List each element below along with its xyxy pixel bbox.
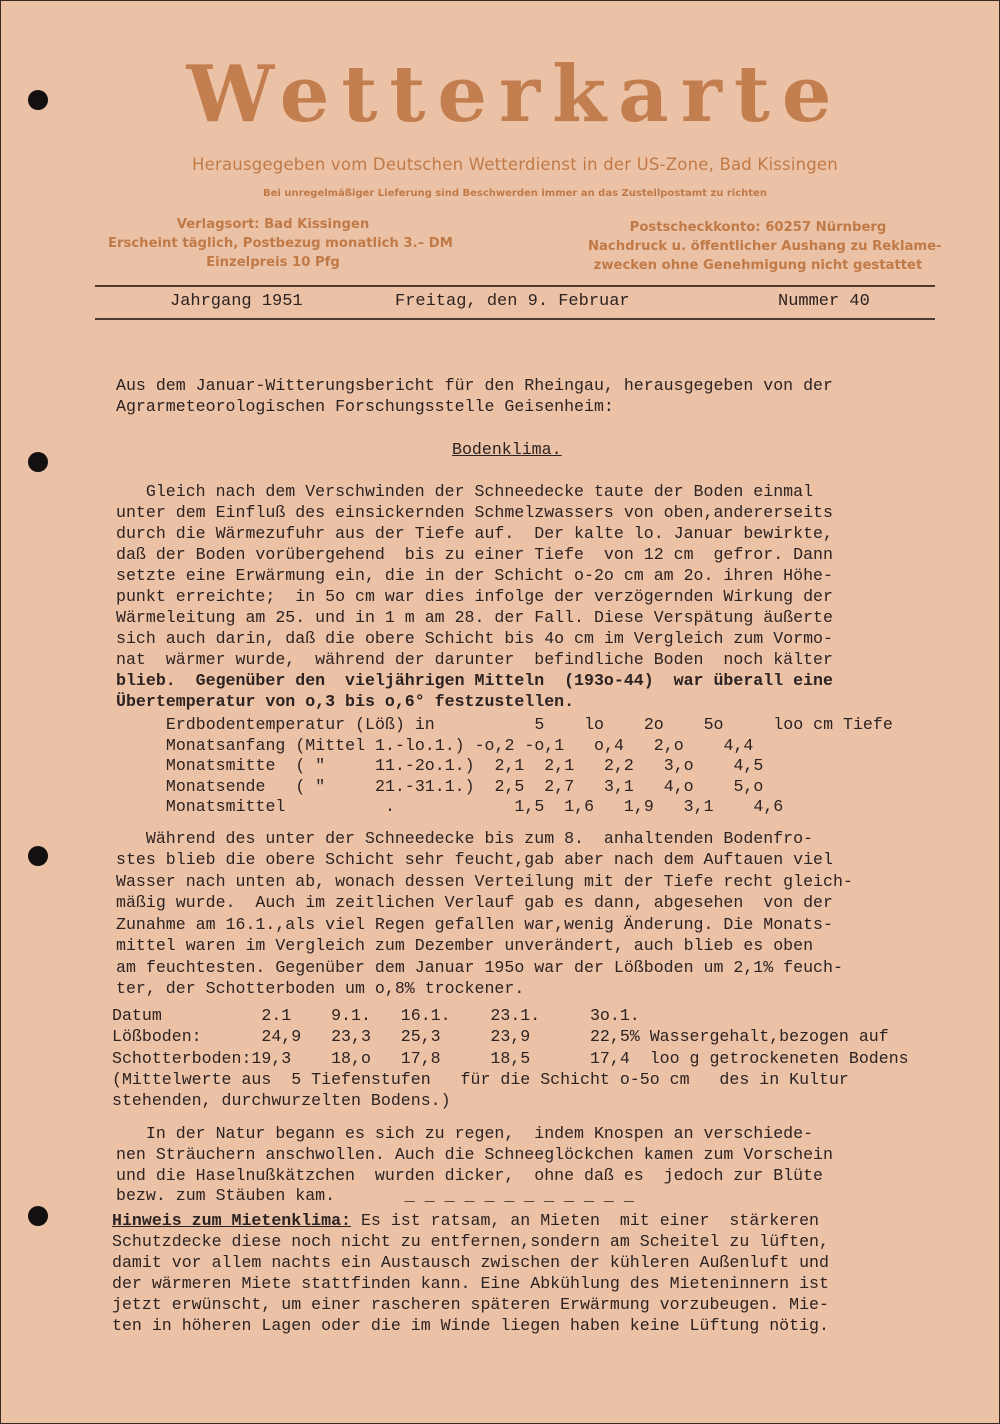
single-price: Einzelpreis 10 Pfg xyxy=(206,255,340,270)
moisture-table-header: Datum 2.1 9.1. 16.1. 23.1. 3o.1. xyxy=(112,1006,640,1025)
masthead-title: Wetterkarte xyxy=(186,49,844,140)
body-line: Wärmeleitung am 25. und in 1 m am 28. der Fall. Diese Verspätung äußerte xyxy=(116,608,833,627)
nature-line: In der Natur begann es sich zu regen, indem Knospen an verschiede- xyxy=(116,1124,814,1143)
body-line: unter dem Einfluß des einsickernden Schmelzwassers von oben,andererseits xyxy=(116,503,833,522)
hint-line: damit vor allem nachts ein Austausch zwischen der kühleren Außenluft und xyxy=(112,1253,829,1272)
body-line: blieb. Gegenüber den vieljährigen Mitteln (193o-44) war überall eine xyxy=(116,671,833,690)
masthead-rule-top xyxy=(95,285,935,287)
body-line: nat wärmer wurde, während der darunter befindliche Boden noch kälter xyxy=(116,650,833,669)
body-line: punkt erreichte; in 5o cm war dies infolge der verzögernden Wirkung der xyxy=(116,587,833,606)
hint-line: Schutzdecke diese noch nicht zu entfernen,sondern am Scheitel zu lüften, xyxy=(112,1232,829,1251)
issue-date: Freitag, den 9. Februar xyxy=(395,292,630,311)
hint-line xyxy=(112,1211,819,1231)
moisture-line: Zunahme am 16.1.,als viel Regen gefallen war,wenig Änderung. Die Monats- xyxy=(116,915,833,934)
intro-line: Aus dem Januar-Witterungsbericht für den Rheingau, herausgegeben von der xyxy=(116,376,833,395)
soil-temperature-header: Erdbodentemperatur (Löß) in 5 lo 2o 5o loo cm Tiefe xyxy=(136,715,893,734)
body-line: durch die Wärmezufuhr aus der Tiefe auf. Der kalte lo. Januar bewirkte, xyxy=(116,524,833,543)
moisture-table-row: Lößboden: 24,9 23,3 25,3 23,9 22,5% Wassergehalt,bezogen auf xyxy=(112,1027,889,1046)
subscription-price: Erscheint täglich, Postbezug monatlich 3.– DM xyxy=(108,236,453,251)
publisher-info-left xyxy=(108,215,453,272)
body-line: Übertemperatur von o,3 bis o,6° festzustellen. xyxy=(116,692,575,711)
body-line: Gleich nach dem Verschwinden der Schneedecke taute der Boden einmal xyxy=(116,482,814,501)
body-line: sich auch darin, daß die obere Schicht bis 4o cm im Vergleich zum Vormo- xyxy=(116,629,833,648)
nature-line: bezw. zum Stäuben kam. _ _ _ _ _ _ _ _ _ _ _ _ xyxy=(116,1186,634,1205)
intro-line: Agrarmeteorologischen Forschungsstelle Geisenheim: xyxy=(116,397,614,416)
hint-line: jetzt erwünscht, um einer rascheren späteren Erwärmung vorzubeugen. Mie- xyxy=(112,1295,829,1314)
soil-temperature-row: Monatsende ( " 21.-31.1.) 2,5 2,7 3,1 4,o 5,o xyxy=(136,777,764,796)
moisture-line: Während des unter der Schneedecke bis zum 8. anhaltenden Bodenfro- xyxy=(116,829,814,848)
punch-hole xyxy=(28,90,48,110)
moisture-line: ter, der Schotterboden um o,8% trockener. xyxy=(116,979,525,998)
moisture-line: Wasser nach unten ab, wonach dessen Verteilung mit der Tiefe recht gleich- xyxy=(116,872,853,891)
soil-temperature-row: Monatsanfang (Mittel 1.-lo.1.) -o,2 -o,1 o,4 2,o 4,4 xyxy=(136,736,754,755)
issue-number: Nummer 40 xyxy=(778,292,870,311)
soil-temperature-row: Monatsmitte ( " 11.-2o.1.) 2,1 2,1 2,2 3,o 4,5 xyxy=(136,756,764,775)
masthead-subtitle: Herausgegeben vom Deutschen Wetterdienst in der US-Zone, Bad Kissingen xyxy=(192,155,838,174)
moisture-table-row: Schotterboden:19,3 18,o 17,8 18,5 17,4 loo g getrockeneten Bodens xyxy=(112,1049,909,1068)
nature-line: nen Sträuchern anschwollen. Auch die Schneeglöckchen kamen zum Vorschein xyxy=(116,1145,833,1164)
hint-heading: Hinweis zum Mietenklima: xyxy=(112,1211,351,1230)
moisture-line: stes blieb die obere Schicht sehr feucht,gab aber nach dem Auftauen viel xyxy=(116,850,833,869)
body-line: setzte eine Erwärmung ein, die in der Schicht o-2o cm am 2o. ihren Höhe- xyxy=(116,566,833,585)
punch-hole xyxy=(28,1206,48,1226)
publisher-info-right xyxy=(588,218,942,275)
hint-line: der wärmeren Miete stattfinden kann. Eine Abkühlung des Mieteninnern ist xyxy=(112,1274,829,1293)
moisture-line: mäßig wurde. Auch im zeitlichen Verlauf gab es dann, abgesehen von der xyxy=(116,893,833,912)
moisture-line: mittel waren im Vergleich zum Dezember unverändert, auch blieb es oben xyxy=(116,936,814,955)
soil-temperature-row: Monatsmittel . 1,5 1,6 1,9 3,1 4,6 xyxy=(136,797,784,816)
moisture-table-note: stehenden, durchwurzelten Bodens.) xyxy=(112,1091,451,1110)
volume-label: Jahrgang 1951 xyxy=(170,292,303,311)
section-heading: Bodenklima. xyxy=(452,440,562,459)
delivery-complaint-note: Bei unregelmäßiger Lieferung sind Beschwerden immer an das Zustellpostamt zu richten xyxy=(263,188,767,199)
hint-line: ten in höheren Lagen oder die im Winde liegen haben keine Lüftung nötig. xyxy=(112,1316,829,1335)
punch-hole xyxy=(28,452,48,472)
moisture-line: am feuchtesten. Gegenüber dem Januar 195o war der Lößboden um 2,1% feuch- xyxy=(116,958,843,977)
reprint-notice-line-1: Nachdruck u. öffentlicher Aushang zu Reklame- xyxy=(588,239,942,254)
masthead-rule-bottom xyxy=(95,318,935,320)
hint-text: Es ist ratsam, an Mieten mit einer stärkeren xyxy=(351,1211,820,1230)
body-line: daß der Boden vorübergehend bis zu einer Tiefe von 12 cm gefror. Dann xyxy=(116,545,833,564)
reprint-notice-line-2: zwecken ohne Genehmigung nicht gestattet xyxy=(593,258,923,273)
moisture-table-note: (Mittelwerte aus 5 Tiefenstufen für die Schicht o-5o cm des in Kultur xyxy=(112,1070,849,1089)
nature-line: und die Haselnußkätzchen wurden dicker, ohne daß es jedoch zur Blüte xyxy=(116,1166,824,1185)
publisher-location: Verlagsort: Bad Kissingen xyxy=(176,217,370,232)
punch-hole xyxy=(28,846,48,866)
postal-account: Postscheckkonto: 60257 Nürnberg xyxy=(629,220,887,235)
